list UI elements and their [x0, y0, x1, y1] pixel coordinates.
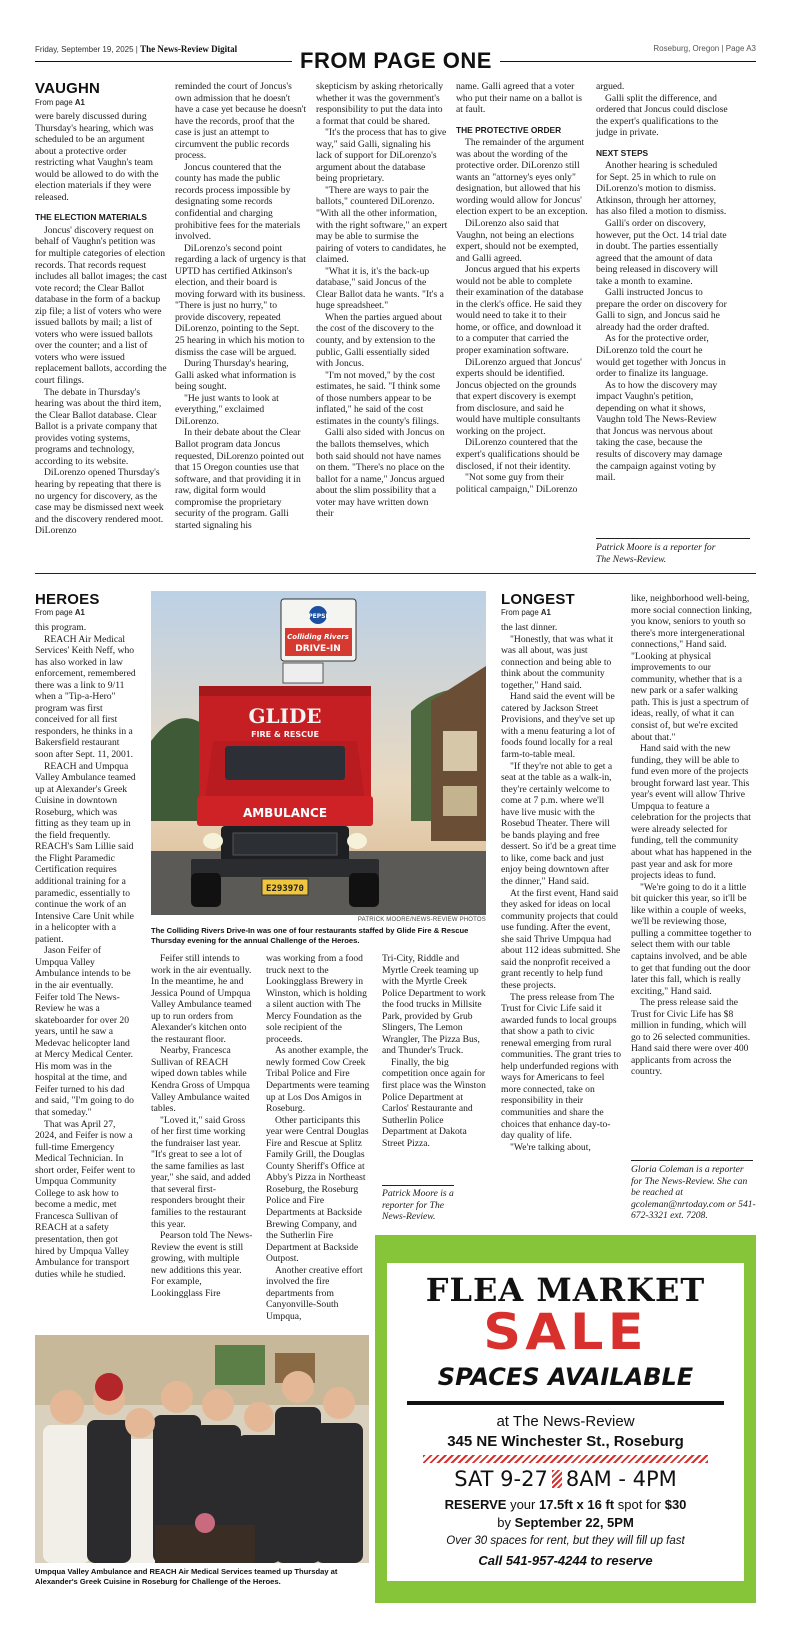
- paragraph: The press release from The Trust for Civic Life said it awarded funds to local groups that show a path to civic renewal emerging from rural communities. The grant tries to help underfunded regions with ways for Americans to feel more connected, take on responsibility in their communities and share the choices that enhance day-to-day quality of life.: [501, 991, 621, 1142]
- group-photo-illustration: [35, 1335, 369, 1563]
- flea-market-ad[interactable]: [375, 1235, 756, 1603]
- paragraph: Galli split the difference, and ordered that Joncus could disclose the expert's qualifications to the judge in private.: [596, 92, 728, 139]
- paragraph: "It's the process that has to give way," said Galli, signaling his lack of support for DiLorenzo's argument about the database being proprietary.: [316, 127, 447, 185]
- paragraph: Pearson told The News-Review the event is still growing, with multiple new additions this year. For example, Lookingglass Fire: [151, 1230, 253, 1299]
- longest-column-2: [631, 593, 753, 1078]
- paragraph: DiLorenzo opened Thursday's hearing by repeating that there is no urgency for discovery, as the case may be dismissed next week and the discovery rendered moot. DiLorenzo: [35, 467, 164, 537]
- paragraph: DiLorenzo argued that Joncus' experts should be identified. Joncus objected on the grounds that expert discovery is exempt from disclosure, and said he would have multiple consultants working on the project.: [456, 356, 582, 437]
- paper-name: The News-Review Digital: [140, 44, 238, 54]
- paragraph: REACH Air Medical Services' Keith Neff, who has also worked in law enforcement, remembered there was a link to 9/11 when a "Tip-a-Hero" program was first conceived for all first responders, he thinks in a Bakersfield restaurant soon after Sept. 11, 2001.: [35, 633, 136, 761]
- paragraph: Nearby, Francesca Sullivan of REACH wiped down tables while Kendra Gross of Umpqua Valley Ambulance waited tables.: [151, 1045, 250, 1115]
- vaughn-column-2: [175, 81, 307, 531]
- paragraph: At the first event, Hand said they asked for ideas on local community projects that could use funding. After the event, she said Thrive Umpqua had about 112 ideas submitted. She said the nonprofit received a grant recently to help fund these projects.: [501, 887, 621, 991]
- ad-call-to-action[interactable]: Call 541-957-4244 to reserve: [478, 1553, 653, 1568]
- byline-rule: [596, 538, 750, 539]
- drive-in-photo-caption: The Colliding Rivers Drive-In was one of four restaurants staffed by Glide Fire & Rescue Thursday evening for the annual Challenge of the Heroes.: [151, 926, 469, 945]
- paragraph: Tri-City, Riddle and Myrtle Creek teaming up with the Myrtle Creek Police Department to work the food trucks in Millsite Park, provided by Grub Slingers, The Lemon Wrangler, The Pizza Bus, and Thunder's Truck.: [382, 953, 486, 1057]
- group-photo: [35, 1335, 369, 1563]
- paragraph: "We're going to do it a little bit quicker this year, so it'll be like within a couple of weeks, we'll be reviewing those, pulling a committee together to select them with our table captains involved, and be able to get that funding out the door later this fall, which is really exciting," Hand said.: [631, 881, 752, 997]
- paragraph: the last dinner.: [501, 622, 558, 633]
- truck-front-text: AMBULANCE: [242, 806, 328, 820]
- drive-in-photo-illustration: [151, 591, 486, 915]
- vaughn-jump-line: From page A1: [35, 98, 85, 107]
- ad-reserve-line: RESERVE your 17.5ft x 16 ft spot for $30: [444, 1497, 687, 1512]
- vaughn-column-3: [316, 81, 448, 520]
- byline-rule: [631, 1160, 753, 1161]
- paragraph: That was April 27, 2024, and Feifer is now a full-time Emergency Medical Technician. In short order, Feifer went to Umpqua Community College to ask how to become a medic, met Francesca Sullivan of REACH at a safety presentation, then got hired by Umpqua Valley Ambulance for transport duties while he studied.: [35, 1118, 136, 1280]
- section-title: FROM PAGE ONE: [0, 48, 792, 74]
- paragraph: REACH and Umpqua Valley Ambulance teamed up at Alexander's Greek Cuisine in downtown Roseburg, which was fitting as they team up in the field frequently. REACH's Sam Lillie said the Flight Paramedic Certification requires additional training for a paramedic, essentially to continue the work of an Intensive Care Unit while in a helicopter with a patient.: [35, 760, 136, 945]
- paragraph: "Not some guy from their political campaign," DiLorenzo: [456, 472, 578, 495]
- vaughn-column-1: [35, 111, 167, 537]
- ad-address: 345 NE Winchester St., Roseburg: [447, 1433, 684, 1450]
- paragraph: Joncus countered that the county has made the public records process impossible by designating some records confidential and charging prohibitive fees for the materials involved.: [175, 161, 301, 243]
- paragraph: "If they're not able to get a seat at the table as a walk-in, they're certainly welcome to come at 7 p.m. where we'll have live music with the Rosebud Theater. There will be bands playing and free dessert. So it'd be a great time to like, come back and just enjoy being downtown after the dinner," Hand said.: [501, 760, 616, 888]
- ad-date: SAT 9-27: [454, 1467, 548, 1491]
- license-plate: E293970: [266, 884, 304, 894]
- paragraph: Other participants this year were Central Douglas Fire and Rescue at Splitz Family Grill, the Douglas County Sheriff's Office at Abby's Pizza in Northeast Roseburg, the Roseburg Police and Fire Departments at Backside Brewing Company, and the Sutherlin Fire Department at Backside Outpost.: [266, 1114, 369, 1265]
- longest-column-1: [501, 622, 621, 1153]
- paragraph: "We're talking about,: [510, 1141, 591, 1153]
- paragraph: As for the protective order, DiLorenzo told the court he would get together with Joncus in order to finalize its language.: [596, 333, 726, 380]
- subhead-next-steps: NEXT STEPS: [596, 147, 649, 158]
- paragraph: name. Galli agreed that a voter who put their name on a ballot is at fault.: [456, 81, 583, 116]
- ad-spaces-available: SPACES AVAILABLE: [437, 1363, 694, 1391]
- paragraph: were barely discussed during Thursday's hearing, which was scheduled to be an argument about a protective order restricting what Vaughn's team would be allowed to do with the election materials if they were released.: [35, 111, 159, 203]
- paragraph: Finally, the big competition once again for first place was the Winston Police Department at Carlos' Restaurante and Sutherlin Police Department at Dakota Street Pizza.: [382, 1056, 486, 1149]
- paragraph: During Thursday's hearing, Galli asked what information is being sought.: [175, 358, 296, 393]
- paragraph: Another hearing is scheduled for Sept. 25 in which to rule on DiLorenzo's motion to dismiss. Atkinson, through her attorney, has also filed a motion to dismiss.: [596, 160, 727, 218]
- longest-headline: LONGEST: [501, 591, 575, 608]
- paragraph: In their debate about the Clear Ballot program data Joncus requested, DiLorenzo pointed out that 15 Oregon counties use that software, and that providing it in raw, digital form would compromise the proprietary security of the program. Galli started signaling his: [175, 427, 304, 531]
- paragraph: "There are ways to pair the ballots," countered DiLorenzo. "With all the other information, with the right software," an expert may be able to surmise the pairing of voters to candidates, he claimed.: [316, 184, 448, 266]
- paragraph: As another example, the newly formed Cow Creek Tribal Police and Fire Departments were teaming up at Los Dos Amigos in Roseburg.: [266, 1045, 370, 1115]
- paragraph: Joncus' discovery request on behalf of Vaughn's petition was for multiple categories of election records. That records request includes all ballot images; the cast vote record; the Clear Ballot database in the form of a backup zip file; a list of voters who were issued ballots by mail; a list of voters who were issued ballots over the counter; and a list of voters who were issued replacement ballots, according the court filings.: [35, 224, 167, 387]
- sign-line-2: DRIVE-IN: [295, 644, 341, 654]
- paragraph: Another creative effort involved the fire departments from Canyonville-South Umpqua,: [266, 1264, 363, 1322]
- drive-in-photo: [151, 591, 486, 915]
- sign-brand: PEPSI: [308, 613, 328, 620]
- paragraph: Hand said the event will be catered by Jackson Street Provisions, and they've set up with a menu featuring a lot of foods found locally for a real farm-to-table meal.: [501, 691, 616, 761]
- ad-deadline-line: by September 22, 5PM: [497, 1515, 634, 1530]
- paragraph: Galli also sided with Joncus on the ballots themselves, which both said should not have names on them. "There's no place on the ballot for a name," Joncus argued about the slim possibility that a voter may have written down their: [316, 427, 445, 520]
- story-divider: [35, 573, 756, 574]
- paragraph: this program.: [35, 622, 87, 633]
- longest-jump-line: From page A1: [501, 608, 551, 617]
- truck-text: GLIDE: [248, 704, 322, 728]
- heroes-byline: Patrick Moore is a reporter for The News-Review.: [382, 1188, 454, 1223]
- paragraph: argued.: [596, 81, 625, 92]
- paragraph: "Loved it," said Gross of her first time working the fundraiser last year. "It's great to see a lot of the same families as last year," she said, and added that several first-responders brought their families to the restaurant this year.: [151, 1114, 251, 1230]
- paragraph: DiLorenzo's second point regarding a lack of urgency is that UPTD has certified Atkinson's election, and their board is moving forward with its business. "There is just no hurry," to provide discovery, repeated DiLorenzo, pointing to the Sept. 25 hearing in which his motion to dismiss the case will be argued.: [175, 242, 306, 358]
- ad-flea-market: FLEA MARKET: [425, 1271, 706, 1309]
- paragraph: DiLorenzo also said that Vaughn, not being an elections expert, should not be exempted, and Galli agreed.: [456, 218, 579, 264]
- subhead-election-materials: THE ELECTION MATERIALS: [35, 212, 147, 223]
- paragraph: Joncus argued that his experts would not be able to complete their examination of the database in the clerk's office. He said they would need to take it to their home, or office, and download it to a computer that carried the proper examination software.: [456, 264, 584, 357]
- heroes-column-1: [35, 622, 136, 1280]
- vaughn-column-5: [596, 81, 728, 484]
- paragraph: Galli's order on discovery, however, put the Oct. 14 trial date in doubt. The parties essentially agreed that the amount of data being released in discovery will take a month to examine.: [596, 218, 727, 287]
- heroes-headline: HEROES: [35, 591, 100, 608]
- paragraph: reminded the court of Joncus's own admission that he doesn't have a case yet because he doesn't have the records, proof that the case is just an attempt to circumvent the public records process.: [175, 81, 307, 162]
- heroes-column-4: [382, 953, 486, 1149]
- paragraph: Feifer still intends to work in the air eventually. In the meantime, he and Jessica Pound of Umpqua Valley Ambulance teamed up to run orders from Alexander's kitchen onto the restaurant floor.: [151, 953, 252, 1045]
- ad-stripe-divider: [552, 1470, 562, 1488]
- paragraph: The press release said the Trust for Civic Life has $8 million in funding, which will go to 26 selected communities. Hand said there were over 400 applicants from across the country.: [631, 997, 751, 1078]
- paragraph: The remainder of the argument was about the wording of the protective order. DiLorenzo still wants an "attorney's eyes only" designation, but allowed that his wording would allow for Joncus' election expert to be an exception.: [456, 137, 588, 218]
- truck-subtext: FIRE & RESCUE: [251, 730, 319, 739]
- heroes-jump-line: From page A1: [35, 608, 85, 617]
- ad-hatch-divider: [423, 1455, 708, 1463]
- paragraph: "I'm not moved," by the cost estimates, he said. "I think some of those numbers appear to be inflated," he said of the cost estimates in the county's filings.: [316, 369, 441, 427]
- page-date: Friday, September 19, 2025 |: [35, 45, 138, 54]
- paragraph: Hand said with the new funding, they will be able to fund even more of the projects brought forward last year. This year's event will allow Thrive Umpqua to feature a celebration for the projects that were already selected for funding, tell the community about what has happened in the past year and ask for more projects ideas to fund.: [631, 743, 752, 882]
- ad-time: 8AM - 4PM: [565, 1467, 677, 1491]
- ad-note: Over 30 spaces for rent, but they will fill up fast: [446, 1535, 685, 1547]
- paragraph: skepticism by asking rhetorically whether it was the government's responsibility to put the data into a format that could be shared.: [316, 81, 444, 127]
- paragraph: "What it is, it's the back-up database," said Joncus of the Clear Ballot data he wants. "It's a huge spreadsheet.": [316, 265, 444, 312]
- heroes-column-3: [266, 953, 370, 1323]
- photo-credit: PATRICK MOORE/NEWS-REVIEW PHOTOS: [357, 917, 486, 923]
- paragraph: like, neighborhood well-being, more social connection linking, you know, seniors to youth so there's more intergenerational connections," Hand said. "Looking at physical improvements to our community, whether that is a new park or a safer walking path. This is just a spectrum of ideas, really, of what it can consist of, but we're excited about that.": [631, 593, 752, 743]
- byline-rule: [382, 1185, 454, 1186]
- paragraph: Galli instructed Joncus to prepare the order on discovery for Galli to sign, and Joncus said he already had the order drafted.: [596, 287, 727, 333]
- ad-date-time: [387, 1467, 744, 1491]
- paragraph: was working from a food truck next to the Lookingglass Brewery in Winston, which is holding a silent auction with The Mercy Foundation as the sole recipient of the proceeds.: [266, 953, 367, 1045]
- ad-venue: at The News-Review: [496, 1413, 635, 1430]
- vaughn-headline: VAUGHN: [35, 80, 101, 97]
- ad-sale: SALE: [483, 1303, 648, 1361]
- ad-panel: [387, 1263, 744, 1581]
- paragraph: When the parties argued about the cost of the discovery to the county, and by extension to the public, Galli essentially sided with Joncus.: [316, 311, 443, 370]
- ad-divider: [407, 1401, 724, 1405]
- paragraph: "He just wants to look at everything," exclaimed DiLorenzo.: [175, 392, 279, 427]
- group-photo-caption: Umpqua Valley Ambulance and REACH Air Medical Services teamed up Thursday at Alexander's Greek Cuisine in Roseburg for Challenge of the Heroes.: [35, 1567, 338, 1586]
- sign-line-1: Colliding Rivers: [287, 633, 349, 641]
- paragraph: "Honestly, that was what it was all about, was just connection and being able to think about the community together," Hand said.: [501, 633, 614, 691]
- paragraph: The debate in Thursday's hearing was about the third item, the Clear Ballot database. Clear Ballot is a private company that provides voting systems, programs and technology, according to its website.: [35, 386, 162, 467]
- paragraph: As to how the discovery may impact Vaughn's petition, depending on what it shows, Vaughn told The News-Review that Joncus was nervous about taking the case, because the results of discovery may damage the campaign against voting by mail.: [596, 379, 723, 484]
- paragraph: Jason Feifer of Umpqua Valley Ambulance intends to be in the air eventually. Feifer told The News-Review he was a skateboarder for over 20 years, until he saw a Medevac helicopter land at Mercy Medical Center. His mom was in the hospital at the time, and Feifer turned to his dad and said, "I'm going to do that someday.": [35, 945, 134, 1118]
- longest-byline: Gloria Coleman is a reporter for The News-Review. She can be reached at gcoleman@nrtoday.com or 541-672-3321 ext. 7208.: [631, 1164, 756, 1222]
- heroes-column-2: [151, 953, 253, 1299]
- vaughn-byline: Patrick Moore is a reporter for The News-Review.: [596, 542, 716, 565]
- paragraph: DiLorenzo countered that the expert's qualifications should be disclosed, if not their identity.: [456, 437, 580, 472]
- page-location: Roseburg, Oregon | Page A3: [653, 44, 756, 53]
- subhead-protective-order: THE PROTECTIVE ORDER: [456, 124, 562, 135]
- vaughn-column-4: [456, 81, 588, 495]
